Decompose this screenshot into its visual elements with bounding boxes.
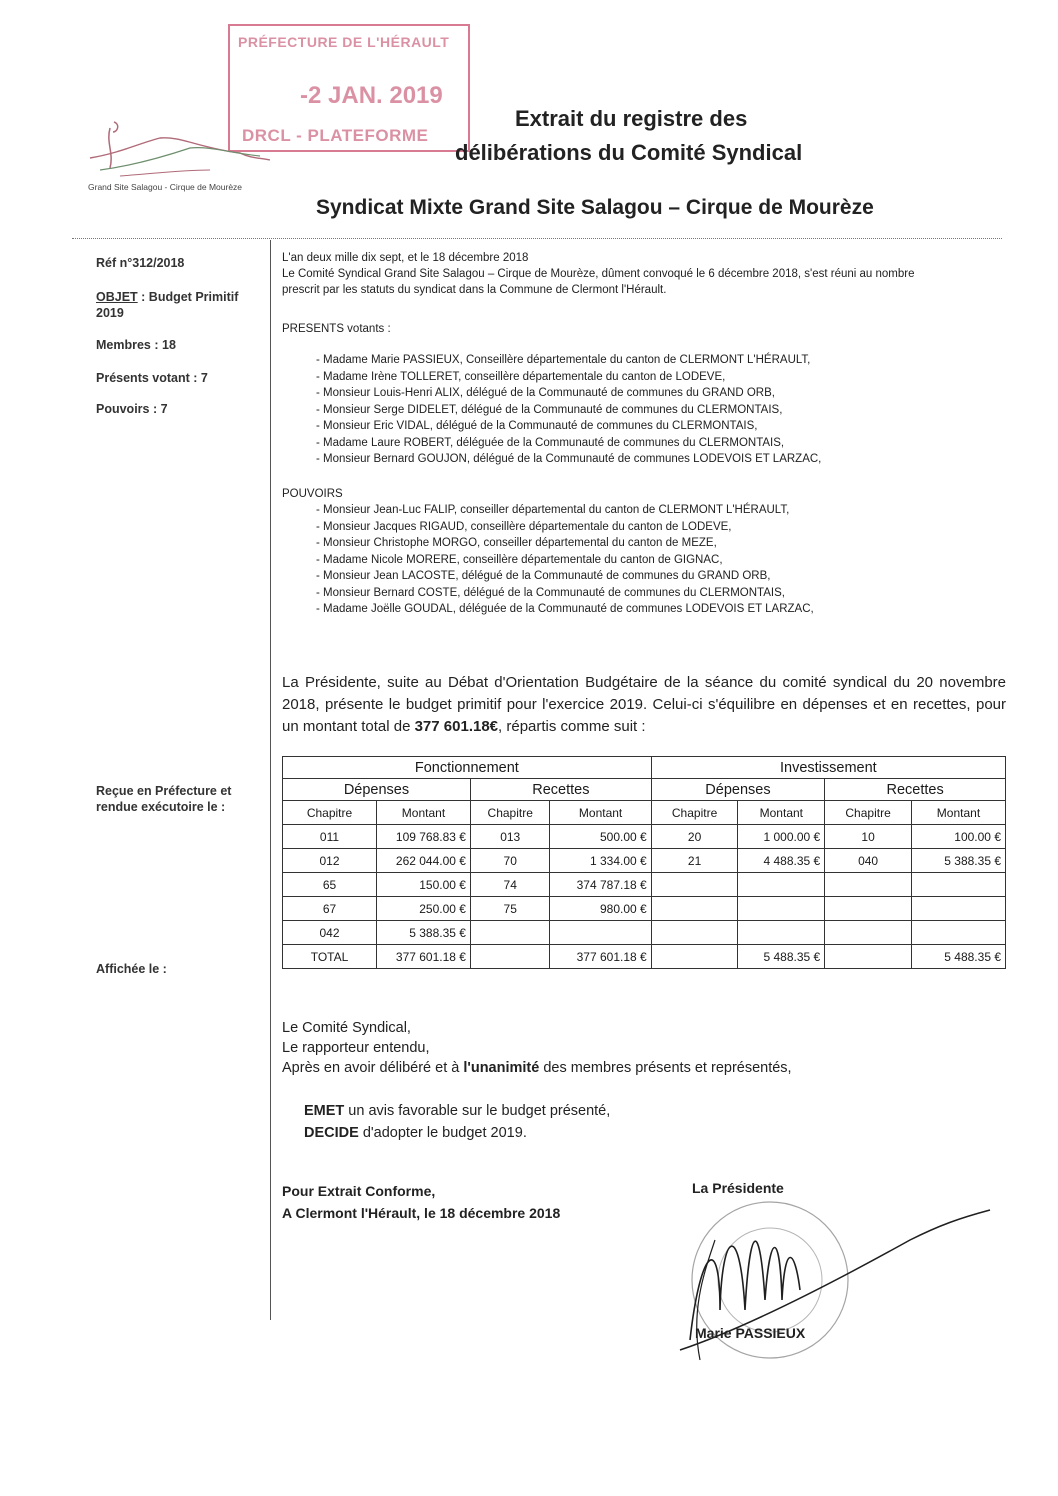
unanimite: l'unanimité (463, 1060, 540, 1076)
table-row (283, 897, 1006, 921)
table-cell: 1 334.00 € (550, 849, 651, 873)
reference-number: Réf n°312/2018 (96, 256, 185, 270)
budget-total-amount: 377 601.18€ (414, 718, 499, 735)
affichee-label: Affichée le : (96, 962, 167, 976)
table-cell: TOTAL (283, 945, 377, 969)
decision-block (282, 1018, 792, 1078)
group-fonctionnement: Fonctionnement (283, 757, 652, 779)
header-divider (72, 238, 1002, 239)
table-cell: 4 488.35 € (738, 849, 825, 873)
table-row (283, 921, 1006, 945)
budget-intro-text-b: , répartis comme suit : (498, 718, 646, 735)
table-cell: 75 (470, 897, 550, 921)
grand-site-logo (80, 108, 270, 193)
invest-depenses-header: Dépenses (651, 779, 825, 801)
conforme-line-2: A Clermont l'Hérault, le 18 décembre 2018 (282, 1205, 561, 1221)
table-cell (911, 873, 1005, 897)
table-cell: 150.00 € (376, 873, 470, 897)
table-cell: 5 388.35 € (911, 849, 1005, 873)
table-cell: 374 787.18 € (550, 873, 651, 897)
objet-value: : Budget Primitif (137, 290, 239, 304)
president-title: La Présidente (692, 1180, 784, 1196)
table-cell: 980.00 € (550, 897, 651, 921)
table-cell (651, 897, 738, 921)
column-divider (270, 240, 271, 1320)
decision-text: Après en avoir délibéré et à (282, 1060, 464, 1076)
objet-year: 2019 (96, 306, 124, 320)
table-cell (550, 921, 651, 945)
table-cell: 5 388.35 € (376, 921, 470, 945)
list-item: - Monsieur Christophe MORGO, conseiller départemental du canton de MEZE, (316, 535, 814, 552)
presents-label: PRESENTS votants : (282, 323, 391, 335)
table-cell: 012 (283, 849, 377, 873)
table-cell: 10 (825, 825, 912, 849)
list-item: - Madame Marie PASSIEUX, Conseillère départementale du canton de CLERMONT L'HÉRAULT, (316, 352, 821, 369)
stamp-date: -2 JAN. 2019 (300, 82, 443, 109)
list-item: - Monsieur Jean LACOSTE, délégué de la Communauté de communes du GRAND ORB, (316, 568, 814, 585)
handwritten-signature-and-seal (660, 1190, 1000, 1380)
table-row (283, 825, 1006, 849)
decision-text: des membres présents et représentés, (539, 1060, 792, 1076)
presents-list (316, 352, 821, 468)
table-cell (651, 873, 738, 897)
table-cell (651, 945, 738, 969)
table-cell: 042 (283, 921, 377, 945)
decide-line (304, 1122, 610, 1144)
table-cell: 011 (283, 825, 377, 849)
list-item: - Monsieur Bernard COSTE, délégué de la Communauté de communes du CLERMONTAIS, (316, 585, 814, 602)
table-cell (470, 945, 550, 969)
table-cell: 20 (651, 825, 738, 849)
table-cell: 262 044.00 € (376, 849, 470, 873)
fonct-depenses-header: Dépenses (283, 779, 471, 801)
col-chapitre: Chapitre (470, 801, 550, 825)
col-chapitre: Chapitre (651, 801, 738, 825)
table-cell (470, 921, 550, 945)
decide-text: d'adopter le budget 2019. (358, 1125, 527, 1141)
table-cell: 67 (283, 897, 377, 921)
table-cell: 70 (470, 849, 550, 873)
table-cell: 013 (470, 825, 550, 849)
list-item: - Monsieur Bernard GOUJON, délégué de la Communauté de communes LODEVOIS ET LARZAC, (316, 451, 821, 468)
budget-table (282, 756, 1006, 969)
table-cell: 21 (651, 849, 738, 873)
table-cell: 74 (470, 873, 550, 897)
pouvoirs-list (316, 502, 814, 618)
fonct-recettes-header: Recettes (470, 779, 651, 801)
objet-field (96, 290, 238, 304)
emet-line (304, 1100, 610, 1122)
table-cell: 377 601.18 € (376, 945, 470, 969)
recue-label-2: rendue exécutoire le : (96, 800, 226, 814)
col-montant: Montant (911, 801, 1005, 825)
decide-keyword: DECIDE (304, 1125, 359, 1141)
table-cell (911, 897, 1005, 921)
budget-intro-text-a: La Présidente, suite au Débat d'Orientation Budgétaire de la séance du comité syndical du 20 novembre 2018, présente le budget primitif pour l'exercice 2019. Celui-ci s'équilibre en dépenses et en recettes, pour un montant total de (282, 674, 1006, 735)
table-cell: 1 000.00 € (738, 825, 825, 849)
list-item: - Monsieur Jean-Luc FALIP, conseiller départemental du canton de CLERMONT L'HÉRAULT, (316, 502, 814, 519)
table-row-total (283, 945, 1006, 969)
table-cell: 377 601.18 € (550, 945, 651, 969)
table-cell (825, 945, 912, 969)
pouvoirs-count: Pouvoirs : 7 (96, 402, 168, 416)
president-name: Marie PASSIEUX (695, 1325, 806, 1341)
list-item: - Madame Irène TOLLERET, conseillère départementale du canton de LODEVE, (316, 369, 821, 386)
table-cell: 109 768.83 € (376, 825, 470, 849)
col-montant: Montant (738, 801, 825, 825)
stamp-line-1: PRÉFECTURE DE L'HÉRAULT (238, 34, 450, 50)
decision-line-3 (282, 1058, 792, 1078)
list-item: - Monsieur Louis-Henri ALIX, délégué de la Communauté de communes du GRAND ORB, (316, 385, 821, 402)
table-cell: 500.00 € (550, 825, 651, 849)
table-cell (911, 921, 1005, 945)
stamp-line-3: DRCL - PLATEFORME (242, 126, 429, 145)
table-cell (825, 897, 912, 921)
intro-block (282, 250, 1004, 298)
table-cell (825, 873, 912, 897)
table-row (283, 849, 1006, 873)
group-investissement: Investissement (651, 757, 1005, 779)
list-item: - Monsieur Serge DIDELET, délégué de la Communauté de communes du CLERMONTAIS, (316, 402, 821, 419)
table-cell: 5 488.35 € (738, 945, 825, 969)
document-title-line-2: délibérations du Comité Syndical (455, 140, 803, 165)
decision-articles (304, 1100, 610, 1144)
intro-line-3: prescrit par les statuts du syndicat dans la Commune de Clermont l'Hérault. (282, 284, 667, 296)
intro-line-1: L'an deux mille dix sept, et le 18 décembre 2018 (282, 252, 529, 264)
recue-label-1: Reçue en Préfecture et (96, 784, 232, 798)
col-montant: Montant (550, 801, 651, 825)
decision-line-1: Le Comité Syndical, (282, 1020, 411, 1036)
objet-label: OBJET (96, 290, 138, 304)
table-cell: 65 (283, 873, 377, 897)
presents-count: Présents votant : 7 (96, 371, 208, 385)
table-cell: 040 (825, 849, 912, 873)
invest-recettes-header: Recettes (825, 779, 1006, 801)
emet-keyword: EMET (304, 1103, 345, 1119)
col-chapitre: Chapitre (283, 801, 377, 825)
logo-caption: Grand Site Salagou - Cirque de Mourèze (88, 182, 243, 192)
table-cell: 250.00 € (376, 897, 470, 921)
table-cell: 100.00 € (911, 825, 1005, 849)
budget-intro-paragraph (282, 672, 1006, 738)
table-cell (738, 897, 825, 921)
table-row (283, 873, 1006, 897)
list-item: - Madame Nicole MORERE, conseillère départementale du canton de GIGNAC, (316, 552, 814, 569)
conforme-line-1: Pour Extrait Conforme, (282, 1183, 436, 1199)
list-item: - Monsieur Eric VIDAL, délégué de la Communauté de communes du CLERMONTAIS, (316, 418, 821, 435)
emet-text: un avis favorable sur le budget présenté, (344, 1103, 611, 1119)
table-cell (651, 921, 738, 945)
table-cell (825, 921, 912, 945)
table-cell: 5 488.35 € (911, 945, 1005, 969)
pouvoirs-label: POUVOIRS (282, 488, 343, 500)
intro-line-2: Le Comité Syndical Grand Site Salagou – Cirque de Mourèze, dûment convoqué le 6 décembre 2018, s'est réuni au nombre (282, 268, 915, 280)
table-cell (738, 921, 825, 945)
list-item: - Madame Joëlle GOUDAL, déléguée de la Communauté de communes LODEVOIS ET LARZAC, (316, 601, 814, 618)
organisation-title: Syndicat Mixte Grand Site Salagou – Cirque de Mourèze (316, 196, 874, 219)
col-montant: Montant (376, 801, 470, 825)
list-item: - Monsieur Jacques RIGAUD, conseillère départementale du canton de LODEVE, (316, 519, 814, 536)
pour-extrait-conforme (282, 1180, 560, 1224)
table-cell (738, 873, 825, 897)
membres-count: Membres : 18 (96, 338, 176, 352)
decision-line-2: Le rapporteur entendu, (282, 1040, 430, 1056)
list-item: - Madame Laure ROBERT, déléguée de la Communauté de communes du CLERMONTAIS, (316, 435, 821, 452)
document-title-line-1: Extrait du registre des (515, 106, 748, 131)
col-chapitre: Chapitre (825, 801, 912, 825)
